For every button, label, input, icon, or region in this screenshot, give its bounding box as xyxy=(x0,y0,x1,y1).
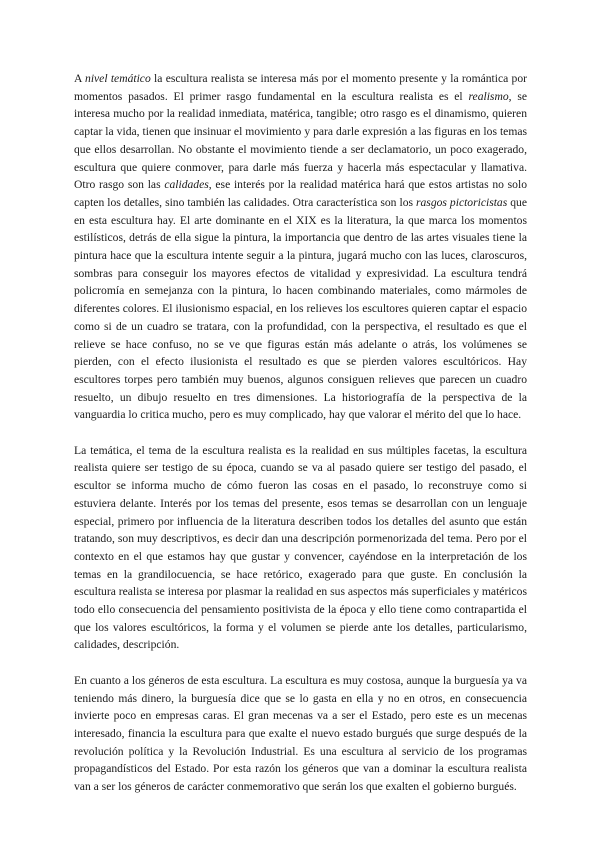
text-segment: La temática, el tema de la escultura realista es la realidad en sus múltiples facetas, la escultura realista quiere ser testigo de su época, cuando se va al pasado quiere ser testigo del pasado, el escultor se informa mucho de cómo fueron las cosas en el pasado, lo reconstruye como si estuviera delante. Interés por los temas del presente, esos temas se desarrollan con un lenguaje especial, primero por influencia de la literatura describen todos los detalles del asunto que están tratando, son muy descriptivos, es decir dan una descripción pormenorizada del tema. Pero por el contexto en el que estamos hay que gustar y convencer, cayéndose en la interpretación de los temas en la grandilocuencia, se hace retórico, exagerado para que guste. En conclusión la escultura realista se interesa por plasmar la realidad en sus aspectos más superficiales y matéricos todo ello consecuencia del pensamiento positivista de la época y ello tiene como contrapartida el que los valores escultóricos, la forma y el volumen se pierde ante los detalles, particularismo, calidades, descripción. xyxy=(74,443,527,652)
document-page xyxy=(74,70,527,813)
text-segment: , se interesa mucho por la realidad inmediata, matérica, tangible; otro rasgo es el dinamismo, quieren captar la vida, tienen que insinuar el movimiento y para darle expresión a las figuras en los temas que ellos desarrollan. No obstante el movimiento tiende a ser declamatorio, un poco exagerado, escultura que quiere conmover, para darle más fuerza y hacerla más espectacular y llamativa. Otro rasgo son las xyxy=(74,89,527,192)
italic-term-rasgos-pictoricistas: rasgos pictoricistas xyxy=(416,195,508,209)
italic-term-nivel-tematico: nivel temático xyxy=(85,72,151,85)
italic-term-calidades: calidades xyxy=(164,178,209,192)
paragraph-tematica xyxy=(74,442,527,654)
italic-term-realismo: realismo xyxy=(468,89,509,103)
text-segment: A xyxy=(74,72,86,85)
paragraph-generos xyxy=(74,672,527,796)
paragraph-realism-traits xyxy=(74,70,527,424)
text-segment: En cuanto a los géneros de esta escultura. La escultura es muy costosa, aunque la burguesía ya va teniendo más dinero, la burguesía dice que se lo gasta en ella y no en otros, en consecuencia invierte poco en empresas caras. El gran mecenas va a ser el Estado, pero este es un mecenas interesado, financia la escultura para que exalte el nuevo estado burgués que surge después de la revolución política y la Revolución Industrial. Es una escultura al servicio de los programas propagandísticos del Estado. Por esta razón los géneros que van a dominar la escultura realista van a ser los géneros de carácter conmemorativo que serán los que exalten el gobierno burgués. xyxy=(74,673,527,794)
text-segment: , ese interés por la realidad matérica hará que estos artistas no solo capten los detalles, sino también las calidades. Otra característica son los xyxy=(74,178,527,209)
text-segment: la escultura realista se interesa más por el momento presente y la romántica por momentos pasados. El primer rasgo fundamental en la escultura realista es el xyxy=(74,72,527,103)
text-segment: que en esta escultura hay. El arte dominante en el XIX es la literatura, la que marca los momentos estilísticos, detrás de ella sigue la pintura, la importancia que dentro de las artes visuales tiene la pintura hace que la escultura intente seguir a la pintura, jugará mucho con las luces, claroscuros, sombras para conseguir los mayores efectos de vitalidad y expresividad. La escultura tendrá policromía en semejanza con la pintura, lo hacen combinando materiales, como mármoles de diferentes colores. El ilusionismo espacial, en los relieves los escultores quieren captar el espacio como si de un cuadro se tratara, con la profundidad, con la perspectiva, el resultado es que el relieve se hace confuso, no se ve que figuras están más adelante o atrás, los volúmenes se pierden, con el efecto ilusionista el resultado es que se pierden valores escultóricos. Hay escultores torpes pero también muy buenos, algunos consiguen relieves que parecen un cuadro resuelto, un dibujo resuelto en tres dimensiones. La historiografía de la perspectiva de la vanguardia lo critica mucho, pero es muy complicado, hay que valorar el mérito del que lo hace. xyxy=(74,195,527,422)
